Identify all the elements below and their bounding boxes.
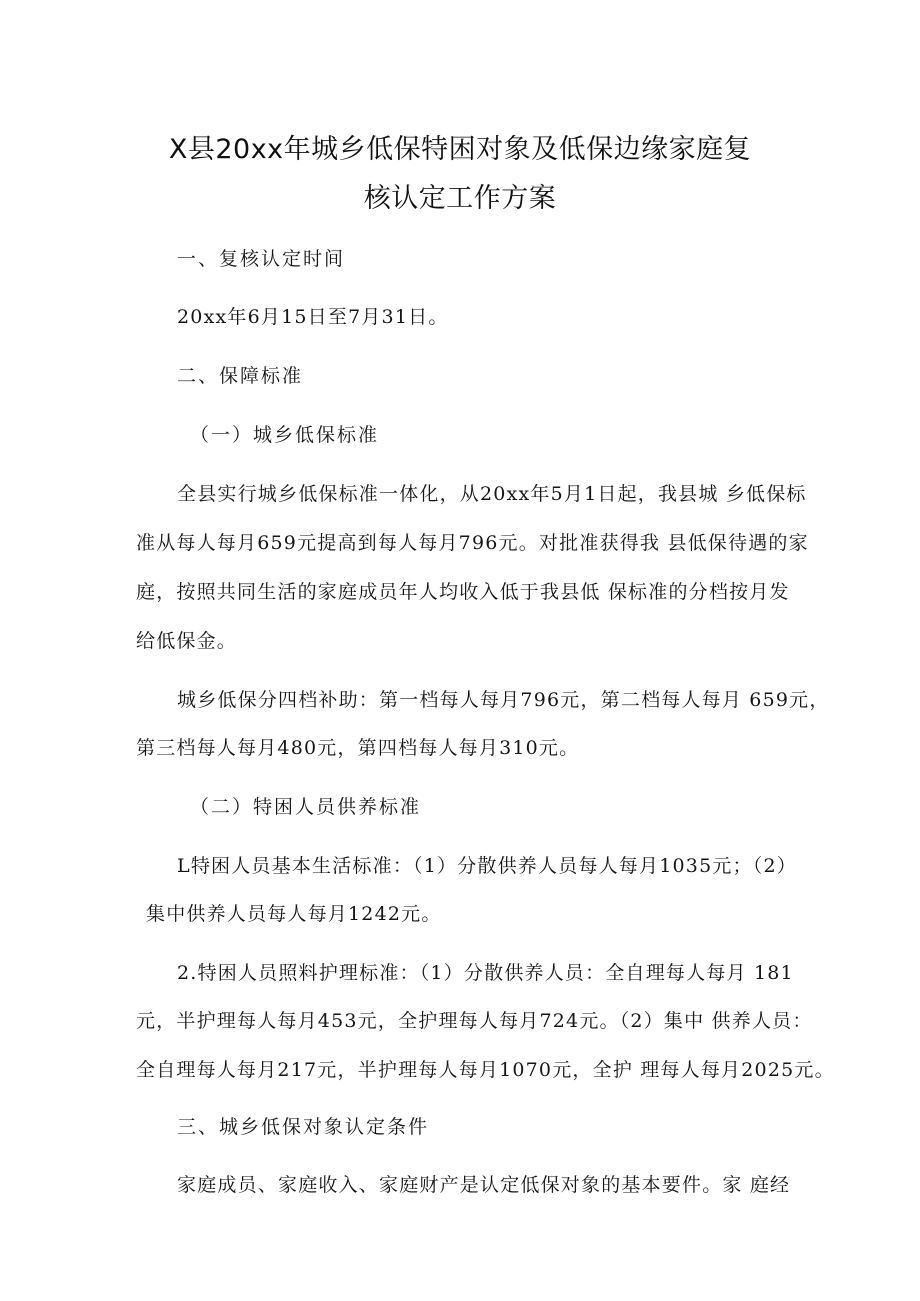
subsection-heading-dibao-standard: （一）城乡低保标准 (190, 424, 380, 446)
paragraph-line: 2.特困人员照料护理标准：（1）分散供养人员：全自理每人每月 181 (177, 962, 794, 984)
paragraph-line: 城乡低保分四档补助：第一档每人每月796元，第二档每人每月 659元， (177, 689, 830, 711)
document-title-line-1: X县20xx年城乡低保特困对象及低保边缘家庭复 (168, 134, 752, 165)
section-heading-dibao-criteria: 三、城乡低保对象认定条件 (177, 1116, 430, 1138)
review-period-text: 20xx年6月15日至7月31日。 (177, 306, 449, 328)
paragraph-line: L特困人员基本生活标准：（1）分散供养人员每人每月1035元；（2） (177, 855, 797, 877)
document-title-line-2: 核认定工作方案 (363, 183, 557, 214)
paragraph-line: 准从每人每月659元提高到每人每月796元。对批准获得我 县低保待遇的家 (136, 532, 809, 554)
paragraph-line: 元，半护理每人每月453元，全护理每人每月724元。（2）集中 供养人员： (136, 1010, 813, 1032)
paragraph-line: 全县实行城乡低保标准一体化，从20xx年5月1日起，我县城 乡低保标 (177, 483, 807, 505)
paragraph-line: 全自理每人每月217元，半护理每人每月1070元，全护 理每人每月2025元。 (136, 1059, 835, 1081)
section-heading-review-time: 一、复核认定时间 (177, 248, 346, 270)
paragraph-line: 集中供养人员每人每月1242元。 (146, 903, 442, 925)
paragraph-line: 第三档每人每月480元，第四档每人每月310元。 (136, 737, 580, 759)
section-heading-standards: 二、保障标准 (177, 365, 304, 387)
subsection-heading-tekun-standard: （二）特困人员供养标准 (190, 796, 422, 818)
paragraph-line: 家庭成员、家庭收入、家庭财产是认定低保对象的基本要件。家 庭经 (177, 1174, 791, 1196)
paragraph-line: 给低保金。 (136, 630, 238, 652)
paragraph-line: 庭，按照共同生活的家庭成员年人均收入低于我县低 保标准的分档按月发 (136, 581, 790, 603)
